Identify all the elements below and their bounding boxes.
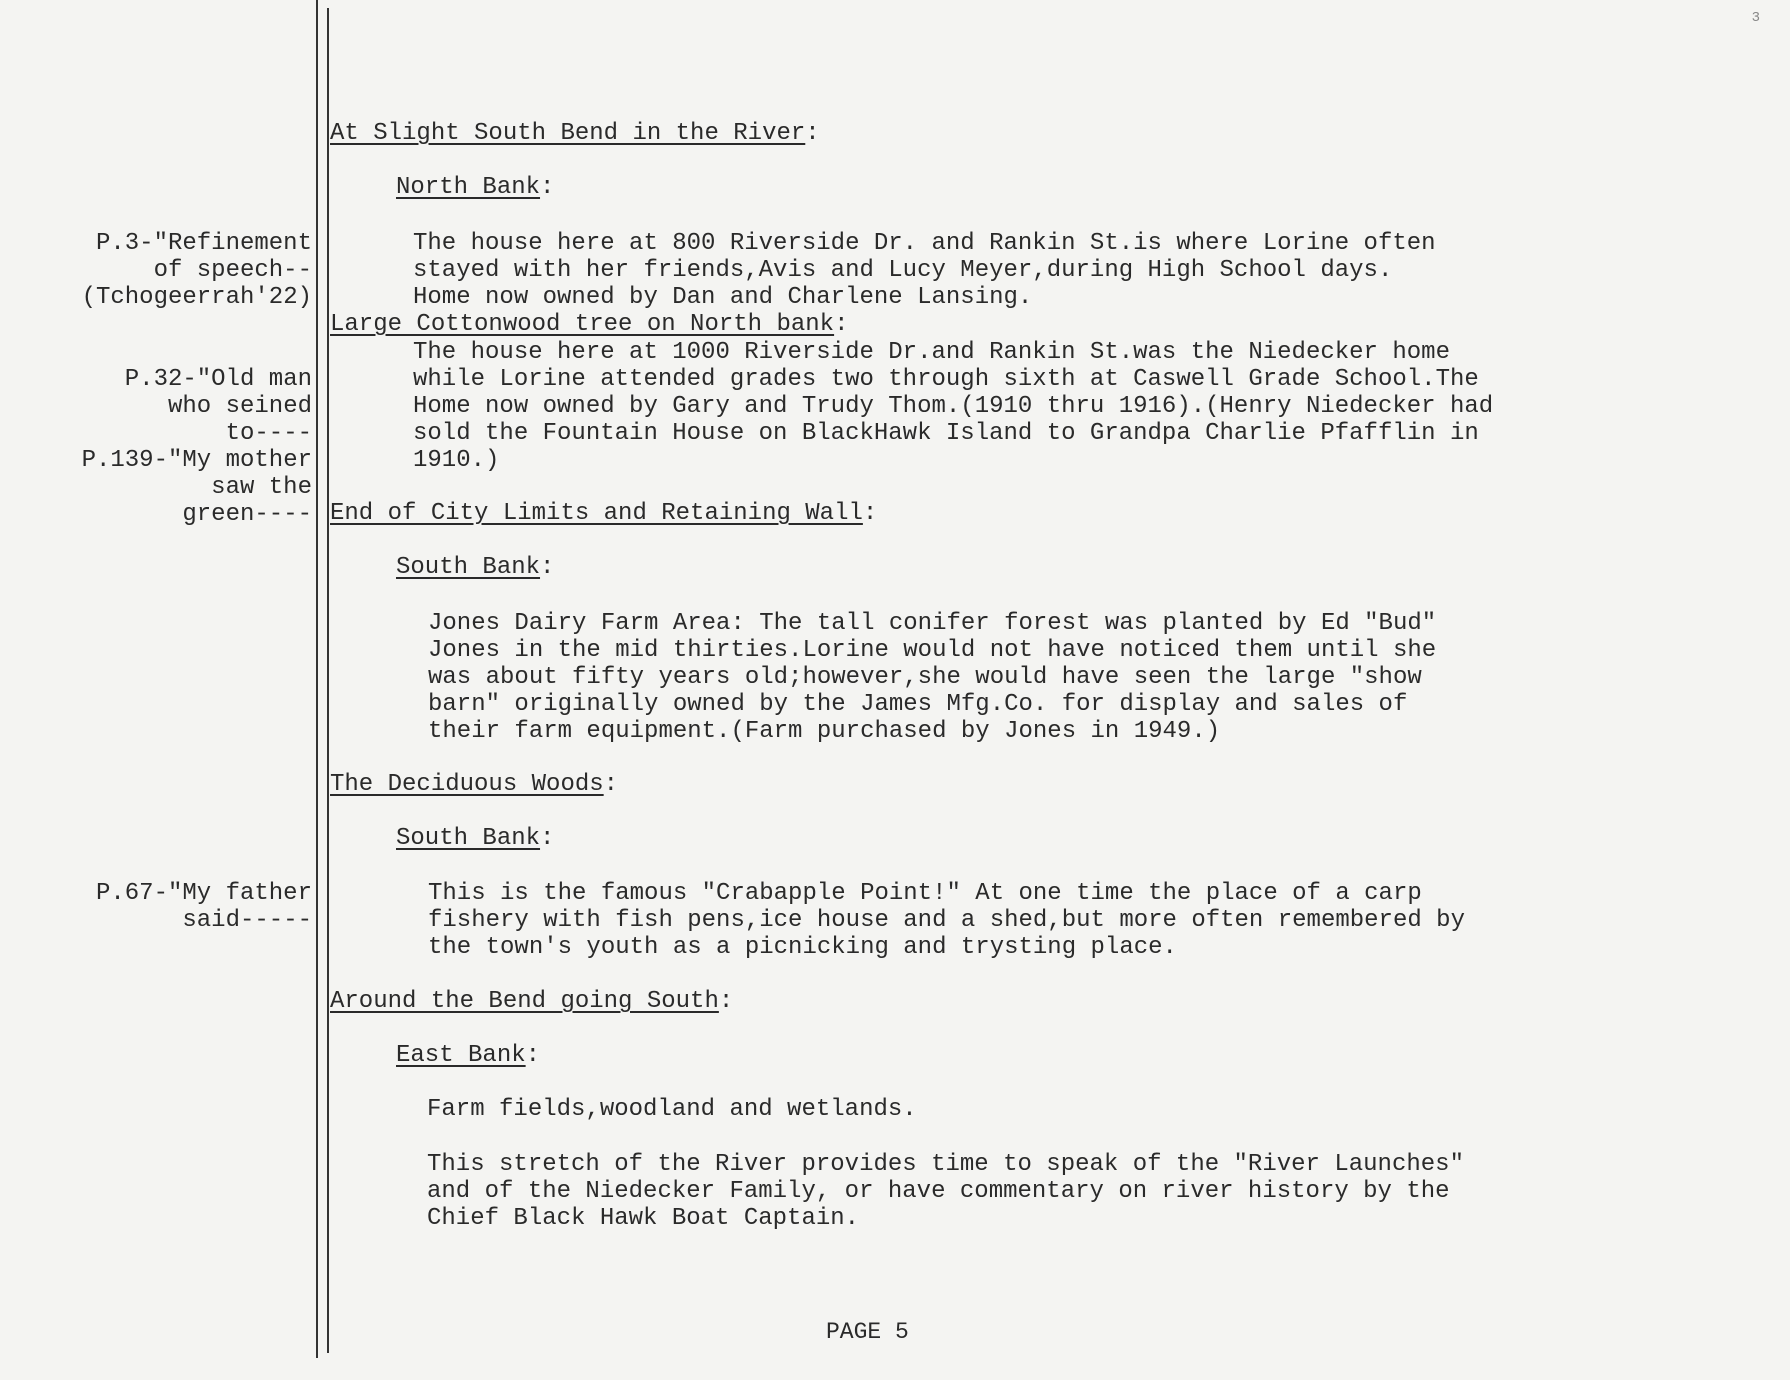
section-heading: Around the Bend going South: xyxy=(330,988,734,1015)
section-paragraph: Farm fields,woodland and wetlands. xyxy=(427,1096,917,1123)
section-paragraph: Jones Dairy Farm Area: The tall conifer forest was planted by Ed "Bud" Jones in the mid thirties.Lorine would not have noticed them until she was about fifty years old;however,she would have seen the large "show barn" originally owned by the James Mfg.Co. for display and sales of their farm equipment.(Farm purchased by Jones in 1949.) xyxy=(428,610,1437,745)
margin-note-my-mother: P.139-"My mother saw the green---- xyxy=(81,447,312,528)
section-paragraph: The house here at 800 Riverside Dr. and Rankin St.is where Lorine often stayed with her friends,Avis and Lucy Meyer,during High School days. Home now owned by Dan and Charlene Lansing. xyxy=(413,230,1436,311)
section-subheading: South Bank: xyxy=(396,825,555,852)
margin-note-my-father: P.67-"My father said----- xyxy=(95,880,312,934)
section-paragraph: This is the famous "Crabapple Point!" At one time the place of a carp fishery with fish pens,ice house and a shed,but more often remembered by the town's youth as a picnicking and trysting place. xyxy=(428,880,1465,961)
section-subheading: North Bank: xyxy=(396,174,555,201)
section-heading: At Slight South Bend in the River: xyxy=(330,120,820,147)
page-number: PAGE 5 xyxy=(826,1319,909,1345)
section-paragraph-2: This stretch of the River provides time to speak of the "River Launches" and of the Niedecker Family, or have commentary on river history by the Chief Black Hawk Boat Captain. xyxy=(427,1151,1464,1232)
section-subheading: East Bank: xyxy=(396,1042,541,1069)
margin-note-old-man: P.32-"Old man who seined to---- xyxy=(124,366,312,447)
margin-rule xyxy=(316,0,318,1358)
section-heading: The Deciduous Woods: xyxy=(330,771,619,798)
section-heading: Large Cottonwood tree on North bank: xyxy=(330,311,849,338)
section-paragraph: The house here at 1000 Riverside Dr.and Rankin St.was the Niedecker home while Lorine attended grades two through sixth at Caswell Grade School.The Home now owned by Gary and Trudy Thom.(1910 thru 1916).(Henry Niedecker had sold the Fountain House on BlackHawk Island to Grandpa Charlie Pfafflin in 1910.) xyxy=(413,339,1494,474)
section-heading: End of City Limits and Retaining Wall: xyxy=(330,500,878,527)
margin-rule-inner xyxy=(327,8,329,1353)
section-subheading: South Bank: xyxy=(396,554,555,581)
margin-note-refinement: P.3-"Refinement of speech-- (Tchogeerrah'22) xyxy=(81,230,312,311)
corner-mark: 3 xyxy=(1751,10,1760,26)
